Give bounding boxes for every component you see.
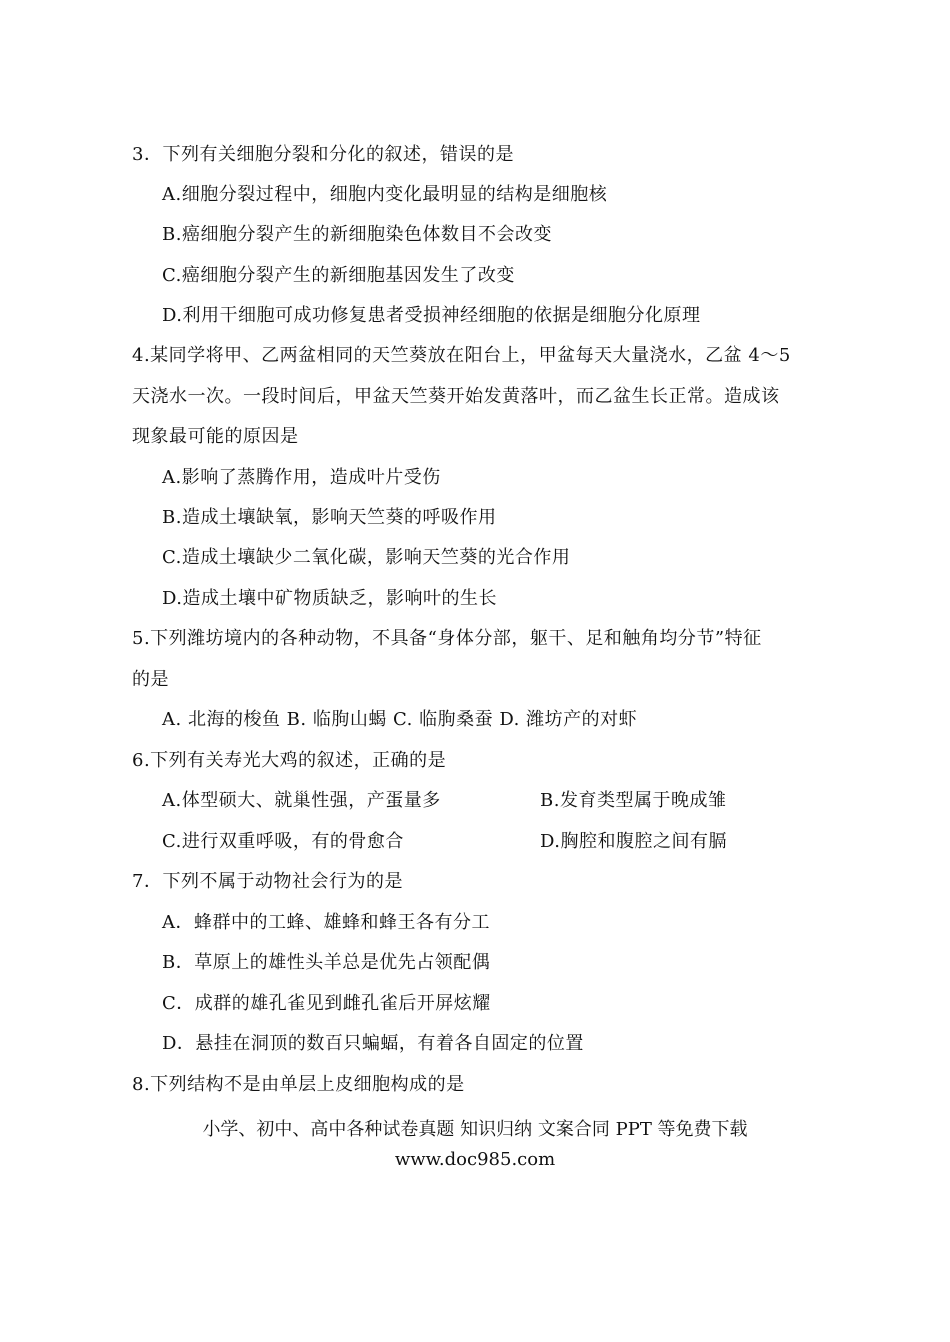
question-5-stem-line-2: 的是 — [132, 669, 169, 690]
question-7-option-b: B．草原上的雄性头羊总是优先占领配偶 — [162, 952, 491, 973]
footer-website-link[interactable]: www.doc985.com — [394, 1149, 556, 1170]
question-3-option-a: A.细胞分裂过程中，细胞内变化最明显的结构是细胞核 — [162, 184, 608, 205]
question-3-option-d: D.利用干细胞可成功修复患者受损神经细胞的依据是细胞分化原理 — [162, 305, 701, 326]
question-4-stem-line-1: 4.某同学将甲、乙两盆相同的天竺葵放在阳台上，甲盆每天大量浇水，乙盆 4～5 — [132, 345, 791, 366]
question-4-option-d: D.造成土壤中矿物质缺乏，影响叶的生长 — [162, 588, 498, 609]
question-7-stem: 7．下列不属于动物社会行为的是 — [132, 871, 403, 892]
question-6-option-c: C.进行双重呼吸，有的骨愈合 — [162, 831, 404, 852]
question-4-stem-line-3: 现象最可能的原因是 — [132, 426, 299, 447]
footer-promo-text: 小学、初中、高中各种试卷真题 知识归纳 文案合同 PPT 等免费下载 — [202, 1119, 748, 1140]
question-4-option-b: B.造成土壤缺氧，影响天竺葵的呼吸作用 — [162, 507, 497, 528]
question-4-option-c: C.造成土壤缺少二氧化碳，影响天竺葵的光合作用 — [162, 547, 571, 568]
question-6-stem: 6.下列有关寿光大鸡的叙述，正确的是 — [132, 750, 447, 771]
question-8-stem: 8.下列结构不是由单层上皮细胞构成的是 — [132, 1074, 465, 1095]
question-6-option-a: A.体型硕大、就巢性强，产蛋量多 — [162, 790, 441, 811]
question-7-option-d: D．悬挂在洞顶的数百只蝙蝠，有着各自固定的位置 — [162, 1033, 584, 1054]
question-3-option-c: C.癌细胞分裂产生的新细胞基因发生了改变 — [162, 265, 515, 286]
question-3-option-b: B.癌细胞分裂产生的新细胞染色体数目不会改变 — [162, 224, 552, 245]
question-3-stem: 3．下列有关细胞分裂和分化的叙述，错误的是 — [132, 144, 514, 165]
question-6-option-b: B.发育类型属于晚成雏 — [540, 790, 727, 811]
question-5-options: A. 北海的梭鱼 B. 临朐山蝎 C. 临朐桑蚕 D. 潍坊产的对虾 — [162, 709, 638, 730]
question-4-stem-line-2: 天浇水一次。一段时间后，甲盆天竺葵开始发黄落叶，而乙盆生长正常。造成该 — [132, 386, 780, 407]
question-6-option-d: D.胸腔和腹腔之间有膈 — [540, 831, 728, 852]
question-7-option-c: C．成群的雄孔雀见到雌孔雀后开屏炫耀 — [162, 993, 491, 1014]
question-5-stem-line-1: 5.下列潍坊境内的各种动物，不具备“身体分部，躯干、足和触角均分节”特征 — [132, 628, 762, 649]
question-4-option-a: A.影响了蒸腾作用，造成叶片受伤 — [162, 467, 441, 488]
question-7-option-a: A．蜂群中的工蜂、雄蜂和蜂王各有分工 — [162, 912, 490, 933]
